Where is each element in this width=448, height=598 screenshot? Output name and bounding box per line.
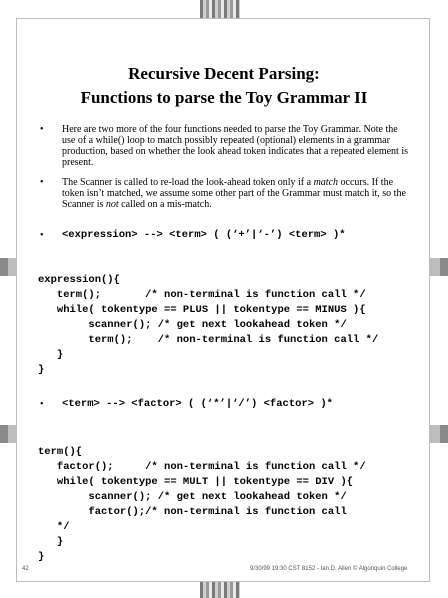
bullet-text-2: The Scanner is called to re-load the look-ahead token only if a match occurs. If the token isn’t matched, we assume some other part of the Grammar must match it, so the Scanner is not called on a mis-match. bbox=[62, 177, 406, 210]
footer-credit: 9/30/99 19:30 CST 8152 - Ian D. Allen © Algonquin College bbox=[250, 566, 408, 572]
slide-title bbox=[20, 62, 428, 110]
code-line: } bbox=[38, 349, 64, 361]
code-line: term(){ bbox=[38, 446, 83, 458]
code-line: */ bbox=[38, 521, 70, 533]
bullet-marker: • bbox=[40, 399, 44, 410]
code-line: factor();/* non-terminal is function call bbox=[38, 506, 347, 518]
grammar-rule-expression: <expression> --> <term> ( (‘+’|‘-’) <term> )* bbox=[62, 229, 346, 241]
code-block-term bbox=[38, 430, 366, 580]
right-tab-decoration bbox=[430, 425, 448, 443]
title-line-2: Functions to parse the Toy Grammar II bbox=[80, 88, 368, 107]
title-line-1: Recursive Decent Parsing: bbox=[128, 64, 320, 83]
code-line: expression(){ bbox=[38, 274, 120, 286]
code-line: } bbox=[38, 364, 45, 376]
bullet-marker: • bbox=[40, 124, 44, 135]
code-line: factor(); /* non-terminal is function call */ bbox=[38, 461, 366, 473]
code-line: term(); /* non-terminal is function call */ bbox=[38, 289, 366, 301]
code-block-expression bbox=[38, 258, 378, 393]
code-line: scanner(); /* get next lookahead token */ bbox=[38, 319, 347, 331]
page-number: 42 bbox=[22, 566, 29, 572]
bullet-text-1: Here are two more of the four functions needed to parse the Toy Grammar. Note the use of a while() loop to match possibly repeated (optional) elements in a grammar production, based on whether the look ahead token indicates that a repeated element is present. bbox=[62, 124, 408, 168]
code-line: scanner(); /* get next lookahead token */ bbox=[38, 491, 347, 503]
code-line: while( tokentype == PLUS || tokentype == MINUS ){ bbox=[38, 304, 366, 316]
code-line: term(); /* non-terminal is function call */ bbox=[38, 334, 379, 346]
grammar-rule-term: <term> --> <factor> ( (‘*’|‘/’) <factor> )* bbox=[62, 398, 333, 410]
right-tab-decoration bbox=[430, 258, 448, 276]
code-line: while( tokentype == MULT || tokentype == DIV ){ bbox=[38, 476, 354, 488]
bullet-marker: • bbox=[40, 177, 44, 188]
code-line: } bbox=[38, 536, 64, 548]
bullet-marker: • bbox=[40, 230, 44, 241]
code-line: } bbox=[38, 551, 45, 563]
